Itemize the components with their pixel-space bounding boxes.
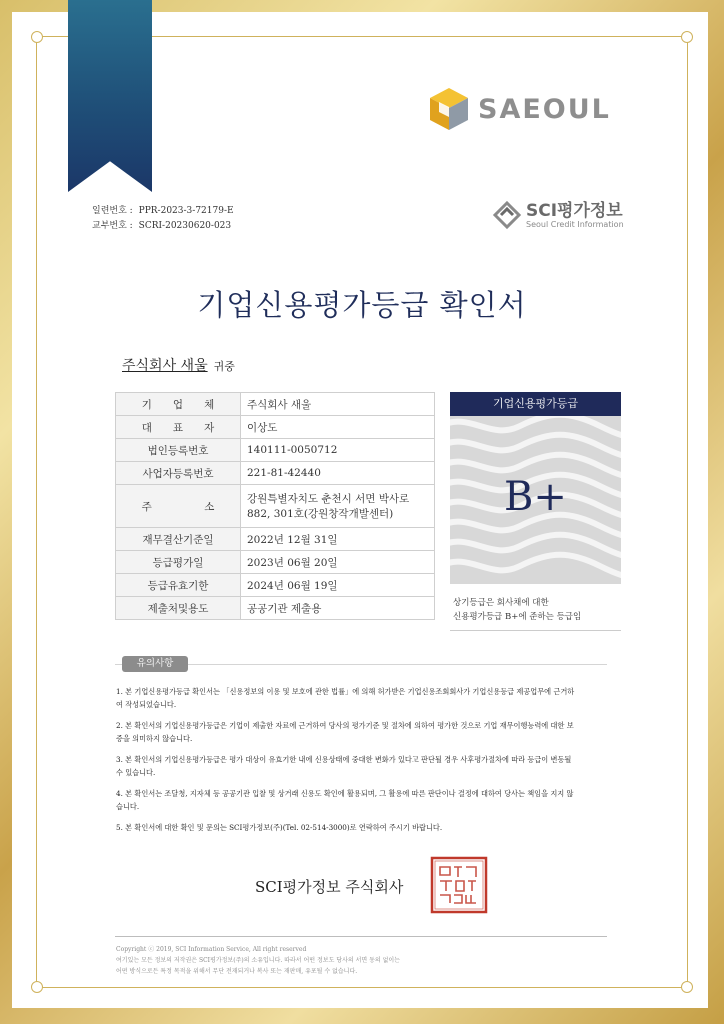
notice-list [116, 686, 576, 844]
company-seal [429, 855, 489, 915]
row-value: 2024년 06월 19일 [241, 574, 435, 597]
reference-numbers [92, 204, 234, 234]
footer [116, 944, 536, 977]
row-label: 대 표 자 [116, 416, 241, 439]
sci-sub-text: Seoul Credit Information [526, 219, 624, 229]
row-value: 140111-0050712 [241, 439, 435, 462]
table-row [116, 574, 435, 597]
divider [450, 630, 621, 631]
grade-note [450, 596, 621, 624]
grade-note-line: 신용평가등급 B+에 준하는 등급임 [453, 612, 582, 622]
recipient-name: 주식회사 새울 [122, 358, 208, 374]
ref-label: 교부번호 : [92, 221, 133, 231]
ref-value: PPR-2023-3-72179-E [138, 206, 234, 216]
notice-tag: 유의사항 [122, 656, 188, 672]
grade-pattern [450, 416, 621, 584]
grade-value: B+ [504, 474, 567, 520]
table-row [116, 485, 435, 528]
corner-ornament [31, 981, 43, 993]
corner-ornament [681, 31, 693, 43]
sci-main-text: SCI평가정보 [526, 200, 623, 221]
row-value: 2022년 12월 31일 [241, 528, 435, 551]
cube-icon [428, 86, 470, 132]
grade-header: 기업신용평가등급 [450, 392, 621, 416]
table-row [116, 462, 435, 485]
row-value: 공공기관 제출용 [241, 597, 435, 620]
brand-name: SAEOUL [478, 93, 611, 125]
ref-label: 일련번호 : [92, 206, 133, 216]
copyright-line: Copyright ⓒ 2019, SCI Information Service, All right reserved [116, 946, 307, 953]
company-info-table [115, 392, 435, 620]
footer-line: 어떤 방식으로든 특정 목적을 위해서 무단 전재되거나 복사 또는 재판매, 유포될 수 없습니다. [116, 968, 358, 975]
notice-item: 1. 본 기업신용평가등급 확인서는 「신용정보의 이용 및 보호에 관한 법률」에 의해 허가받은 기업신용조회회사가 기업신용등급 제공업무에 근거하여 작성되었습니다. [116, 687, 575, 709]
table-row [116, 597, 435, 620]
divider [115, 664, 607, 665]
table-row [116, 528, 435, 551]
footer-line: 여기있는 모든 정보의 저작권은 SCI평가정보(주)의 소유입니다. 따라서 어떤 정보도 당사의 서면 동의 없이는 [116, 957, 400, 964]
notice-item: 4. 본 확인서는 조달청, 지자체 등 공공기관 입찰 및 상거래 신용도 확인에 활용되며, 그 활용에 따른 판단이나 결정에 대하여 당사는 책임을 지지 않습니다. [116, 789, 574, 811]
row-value: 2023년 06월 20일 [241, 551, 435, 574]
row-value: 이상도 [241, 416, 435, 439]
table-row [116, 551, 435, 574]
notice-item: 3. 본 확인서의 기업신용평가등급은 평가 대상이 유효기한 내에 신용상태에 중대한 변화가 있다고 판단될 경우 사후평가절차에 따라 등급이 변동될 수 있습니다. [116, 755, 572, 777]
issuer-name: SCI평가정보 주식회사 [255, 878, 404, 896]
grade-panel [450, 392, 621, 631]
saeoul-logo [428, 86, 611, 132]
row-value: 221-81-42440 [241, 462, 435, 485]
document-title: 기업신용평가등급 확인서 [197, 288, 527, 322]
divider [115, 936, 607, 937]
row-label: 사업자등록번호 [116, 462, 241, 485]
row-value: 강원특별자치도 춘천시 서면 박사로 882, 301호(강원창작개발센터) [241, 485, 435, 528]
grade-note-line: 상기등급은 회사채에 대한 [453, 598, 549, 608]
table-row [116, 416, 435, 439]
notice-item: 5. 본 확인서에 대한 확인 및 문의는 SCI평가정보(주)(Tel. 02-514-3000)로 연락하여 주시기 바랍니다. [116, 823, 443, 832]
row-label: 주 소 [116, 485, 241, 528]
sci-mark-icon [492, 200, 522, 230]
row-label: 등급평가일 [116, 551, 241, 574]
row-value: 주식회사 새울 [241, 393, 435, 416]
ref-value: SCRI-20230620-023 [138, 221, 232, 231]
row-label: 제출처및용도 [116, 597, 241, 620]
table-row [116, 393, 435, 416]
sci-logo [492, 200, 624, 230]
row-label: 기 업 체 [116, 393, 241, 416]
recipient-suffix: 귀중 [213, 360, 235, 373]
row-label: 법인등록번호 [116, 439, 241, 462]
recipient [122, 355, 235, 375]
table-row [116, 439, 435, 462]
corner-ornament [31, 31, 43, 43]
row-label: 등급유효기한 [116, 574, 241, 597]
notice-item: 2. 본 확인서의 기업신용평가등급은 기업이 제출한 자료에 근거하여 당사의 평가기준 및 절차에 의하여 평가한 것으로 기업 재무이행능력에 대한 보증을 의미하지 않습니다. [116, 721, 574, 743]
row-label: 재무결산기준일 [116, 528, 241, 551]
corner-ornament [681, 981, 693, 993]
